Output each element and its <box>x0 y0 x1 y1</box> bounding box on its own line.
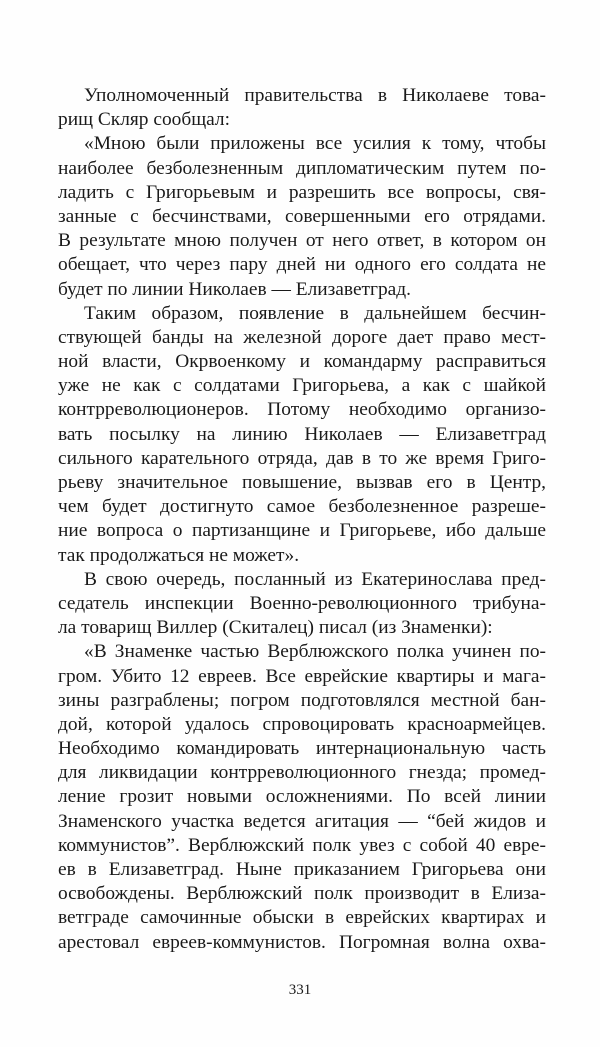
text-line: «Мною были приложены все усилия к тому, чтобы <box>84 133 546 155</box>
text-line: занные с бесчинствами, совершенными его отрядами. <box>58 205 546 227</box>
text-line: Таким образом, появление в дальнейшем бесчин- <box>84 302 546 324</box>
text-line: седатель инспекции Военно-революционного трибуна- <box>58 592 546 614</box>
text-line: ветграде самочинные обыски в еврейских квартирах и <box>58 907 546 929</box>
text-line: дой, которой удалось спровоцировать красноармейцев. <box>58 713 546 735</box>
text-line: ление грозит новыми осложнениями. По всей линии <box>58 786 546 808</box>
text-line: вать посылку на линию Николаев — Елизаветград <box>58 423 546 445</box>
page-body-text <box>58 84 546 955</box>
text-line: Необходимо командировать интернациональную часть <box>58 738 546 760</box>
text-line: гром. Убито 12 евреев. Все еврейские квартиры и мага- <box>58 665 546 687</box>
text-line: ла товарищ Виллер (Скиталец) писал (из Знаменки): <box>58 617 493 639</box>
text-line: зины разграблены; погром подготовлялся местной бан- <box>58 689 546 711</box>
text-line: чем будет достигнуто самое безболезненное разреше- <box>58 496 546 518</box>
text-line: контрреволюционеров. Потому необходимо организо- <box>58 399 546 421</box>
text-line: В свою очередь, посланный из Екатеринослава пред- <box>84 568 546 590</box>
text-line: будет по линии Николаев — Елизаветград. <box>58 278 411 300</box>
text-line: арестовал евреев-коммунистов. Погромная волна охва- <box>58 931 546 953</box>
text-line: ние вопроса о партизанщине и Григорьеве, ибо дальше <box>58 520 546 542</box>
text-line: Знаменского участка ведется агитация — “бей жидов и <box>58 810 546 832</box>
text-line: обещает, что через пару дней ни одного его солдата не <box>58 254 546 276</box>
text-line: так продолжаться не может». <box>58 544 300 566</box>
text-line: освобождены. Верблюжский полк производит в Елиза- <box>58 883 546 905</box>
text-line: рищ Скляр сообщал: <box>58 109 230 131</box>
text-line: В результате мною получен от него ответ, в котором он <box>58 230 546 252</box>
text-line: коммунистов”. Верблюжский полк увез с собой 40 евре- <box>58 834 546 856</box>
text-line: ладить с Григорьевым и разрешить все вопросы, свя- <box>58 181 546 203</box>
text-line: ной власти, Окрвоенкому и командарму расправиться <box>58 351 546 373</box>
text-line: ев в Елизаветград. Ныне приказанием Григорьева они <box>58 859 546 880</box>
page-number: 331 <box>288 982 312 998</box>
text-line: для ликвидации контрреволюционного гнезда; промед- <box>58 762 546 784</box>
text-line: ствующей банды на железной дороге дает право мест- <box>58 326 546 348</box>
text-line: уже не как с солдатами Григорьева, а как с шайкой <box>58 375 546 397</box>
text-line: Уполномоченный правительства в Николаеве това- <box>84 85 546 106</box>
text-line: рьеву значительное повышение, вызвав его в Центр, <box>58 472 546 493</box>
text-line: «В Знаменке частью Верблюжского полка учинен по- <box>84 641 546 663</box>
text-line: наиболее безболезненным дипломатическим путем по- <box>58 157 546 179</box>
text-line: сильного карательного отряда, дав в то же время Григо- <box>58 447 546 469</box>
